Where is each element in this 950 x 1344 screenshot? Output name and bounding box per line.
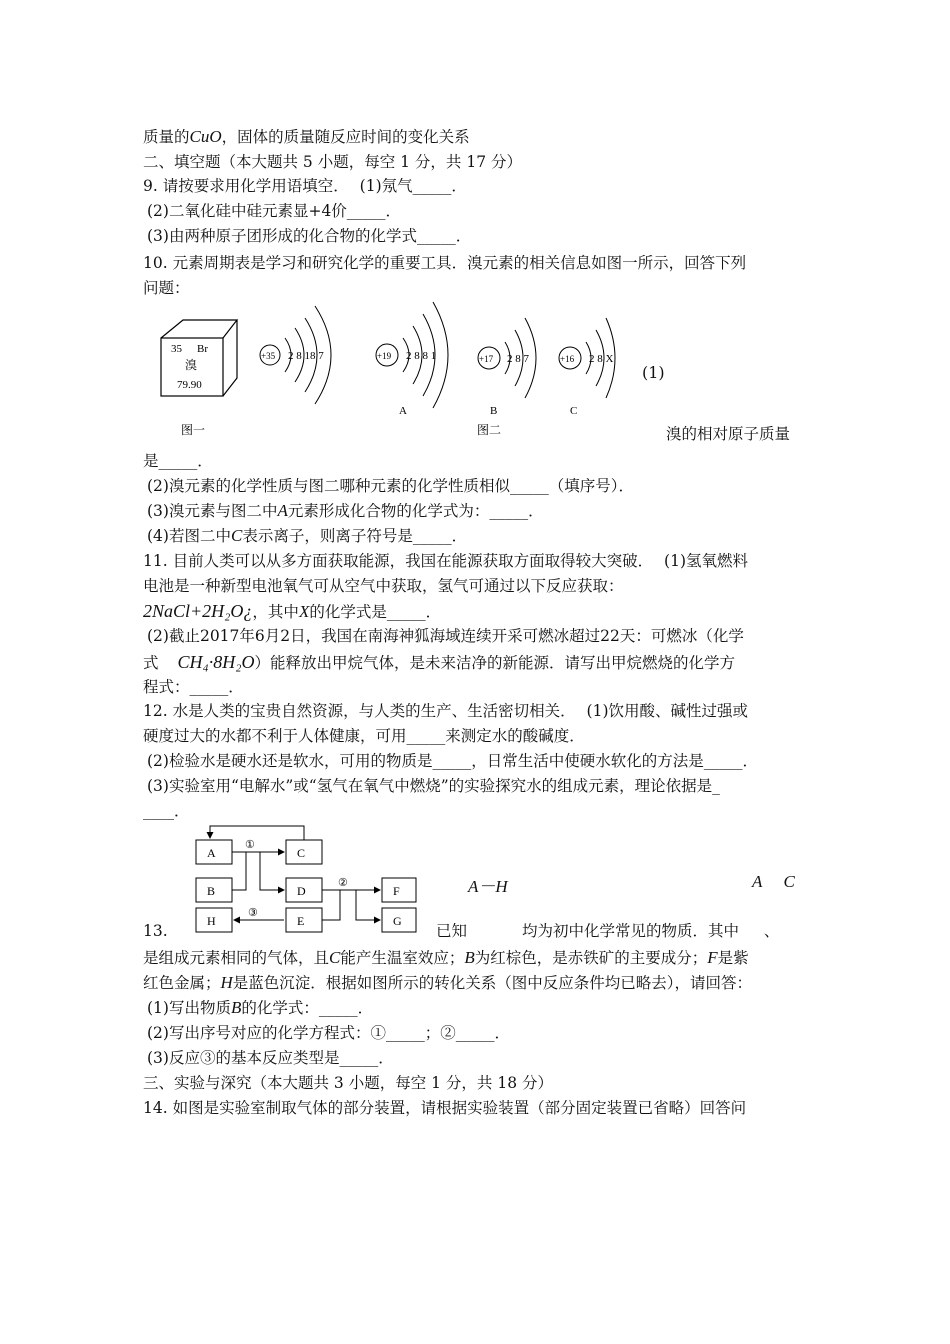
question-14: 14. 如图是实验室制取气体的部分装置，请根据实验装置（部分固定装置已省略）回答问 xyxy=(143,1099,747,1117)
question-11-equation xyxy=(143,600,441,623)
q13-range-ah xyxy=(468,872,508,897)
text-line-1 xyxy=(143,126,470,148)
text: 的化学式是_____． xyxy=(309,603,442,621)
question-10-2: (2)溴元素的化学性质与图二哪种元素的化学性质相似_____（填序号）． xyxy=(147,477,634,495)
node-c: C xyxy=(297,846,306,860)
question-11 xyxy=(143,550,748,572)
node-a: A xyxy=(207,846,216,860)
node-f: F xyxy=(393,884,400,898)
periodic-cell-figure xyxy=(161,320,237,396)
node-h: H xyxy=(207,914,216,928)
question-11-2-cont xyxy=(143,651,735,674)
question-13-3: (3)反应③的基本反应类型是_____． xyxy=(147,1049,394,1067)
question-9-3: (3)由两种原子团形成的化合物的化学式_____． xyxy=(147,227,472,245)
question-13: 13. xyxy=(143,922,168,940)
element-name: 溴 xyxy=(185,358,198,372)
text: 能产生温室效应； xyxy=(340,949,465,967)
symbol-b: B xyxy=(230,998,242,1017)
text: 质量的 xyxy=(143,128,190,146)
text: 是紫 xyxy=(717,949,749,967)
text: (4)若图二中 xyxy=(147,527,231,545)
text: (3)溴元素与图二中 xyxy=(147,502,278,520)
atom-a-diagram xyxy=(376,302,448,417)
formula-cuo: CuO xyxy=(189,127,222,146)
text: 红色金属； xyxy=(143,974,221,992)
formula: A－H xyxy=(468,877,508,896)
b-nucleus: +17 xyxy=(479,354,494,364)
question-12-2: (2)检验水是硬水还是软水，可用的物质是_____，日常生活中使硬水软化的方法是_____． xyxy=(147,752,758,770)
question-9-2: (2)二氧化硅中硅元素显+4价_____． xyxy=(147,202,402,220)
text: ）能释放出甲烷气体，是未来洁净的新能源．请写出甲烷燃烧的化学方 xyxy=(254,654,735,672)
question-13-2: (2)写出序号对应的化学方程式：①_____；②_____． xyxy=(147,1024,510,1042)
figure-2-caption: 图二 xyxy=(477,423,502,437)
a-shells: 2 8 8 1 xyxy=(406,350,437,362)
text: (1)写出物质 xyxy=(147,999,231,1017)
question-11-2-cont2: 程式：_____． xyxy=(143,678,244,696)
question-12-cont: 硬度过大的水都不利于人体健康，可用_____来测定水的酸碱度． xyxy=(143,727,585,745)
equation: 2NaCl+2H₂O¿ xyxy=(143,601,253,621)
question-13-text xyxy=(436,920,779,942)
conversion-flow-diagram xyxy=(190,820,430,938)
atomic-mass: 79.90 xyxy=(177,379,202,391)
node-d: D xyxy=(297,884,306,898)
section-heading-3: 三、实验与深究（本大题共 3 小题，每空 1 分，共 18 分） xyxy=(143,1074,554,1092)
question-10-4 xyxy=(147,525,467,547)
text: 式 xyxy=(143,654,159,672)
atomic-number: 35 xyxy=(171,343,182,355)
question-12-3: (3)实验室用“电解水”或“氢气在氧气中燃烧”的实验探究水的组成元素，理论依据是_ xyxy=(147,777,720,795)
question-10-1-label: (1) xyxy=(642,363,665,382)
text: 元素形成化合物的化学式为：_____． xyxy=(287,502,544,520)
question-12 xyxy=(143,700,748,722)
section-heading-2: 二、填空题（本大题共 5 小题，每空 1 分，共 17 分） xyxy=(143,153,523,171)
question-13-1 xyxy=(147,997,373,1019)
text: (1)氢氧燃料 xyxy=(664,552,748,570)
question-10-3 xyxy=(147,500,544,522)
node-e: E xyxy=(297,914,305,928)
question-10: 10. 元素周期表是学习和研究化学的重要工具．溴元素的相关信息如图一所示，回答下列 xyxy=(143,254,747,272)
question-10-1-text: 溴的相对原子质量 xyxy=(666,425,791,443)
text: 是蓝色沉淀．根据如图所示的转化关系（图中反应条件均已略去），请回答： xyxy=(232,974,753,992)
b-shells: 2 8 7 xyxy=(507,353,529,365)
symbol-b: B xyxy=(464,948,475,967)
text: (1)饮用酸、碱性过强或 xyxy=(586,702,748,720)
c-shells: 2 8 X xyxy=(589,353,614,365)
symbol-h: H xyxy=(220,973,233,992)
symbol-c: C xyxy=(783,872,795,891)
text: ，固体的质量随反应时间的变化关系 xyxy=(221,128,470,146)
atom-b-diagram xyxy=(478,318,536,417)
text: 表示离子，则离子符号是_____． xyxy=(242,527,468,545)
text: 的化学式：_____． xyxy=(241,999,374,1017)
formula-methane-hydrate: CH₄·8H₂O xyxy=(177,652,255,672)
text: ，其中 xyxy=(252,603,299,621)
question-10-1-cont: 是_____． xyxy=(143,452,213,470)
symbol-c: C xyxy=(329,948,341,967)
symbol-a: A xyxy=(277,501,288,520)
text: 11. 目前人类可以从多方面获取能源，我国在能源获取方面取得较大突破． xyxy=(143,552,654,570)
question-13-cont2 xyxy=(143,972,752,994)
text: (1)氖气_____． xyxy=(359,177,467,195)
element-symbol: Br xyxy=(197,343,208,355)
symbol-f: F xyxy=(707,948,718,967)
text: 是组成元素相同的气体，且 xyxy=(143,949,330,967)
label-a: A xyxy=(399,405,407,417)
text: 已知 xyxy=(436,922,468,940)
br-shells: 2 8 18 7 xyxy=(288,350,324,362)
symbol-x: X xyxy=(298,602,310,621)
symbol-c: C xyxy=(230,526,243,545)
symbol-a: A xyxy=(752,872,763,891)
br-nucleus: +35 xyxy=(261,351,276,361)
text: 9. 请按要求用化学用语填空． xyxy=(143,177,349,195)
reaction-2-label: ② xyxy=(338,877,348,889)
question-13-cont xyxy=(143,947,749,969)
question-12-3-cont: ____． xyxy=(143,802,190,820)
label-b: B xyxy=(490,405,498,417)
c-nucleus: +16 xyxy=(560,354,575,364)
label-c: C xyxy=(570,405,578,417)
atom-c-diagram xyxy=(559,318,615,417)
text: 、 xyxy=(763,922,780,940)
atom-figures xyxy=(155,298,625,440)
question-9 xyxy=(143,175,467,197)
node-b: B xyxy=(207,884,216,898)
reaction-1-label: ① xyxy=(245,839,255,851)
br-atom-diagram xyxy=(260,306,331,404)
text: 12. 水是人类的宝贵自然资源，与人类的生产、生活密切相关． xyxy=(143,702,576,720)
node-g: G xyxy=(393,914,402,928)
question-11-cont: 电池是一种新型电池氧气可从空气中获取，氢气可通过以下反应获取： xyxy=(143,577,624,595)
reaction-3-label: ③ xyxy=(248,907,258,919)
text: 均为初中化学常见的物质．其中 xyxy=(521,922,739,940)
question-11-2: (2)截止2017年6月2日，我国在南海神狐海域连续开采可燃冰超过22天：可燃冰（化学 xyxy=(147,627,744,645)
a-nucleus: +19 xyxy=(377,351,392,361)
q13-ac xyxy=(752,872,795,892)
text: 为红棕色，是赤铁矿的主要成分； xyxy=(474,949,708,967)
question-10-cont: 问题： xyxy=(143,279,190,297)
figure-1-caption: 图一 xyxy=(181,423,206,437)
